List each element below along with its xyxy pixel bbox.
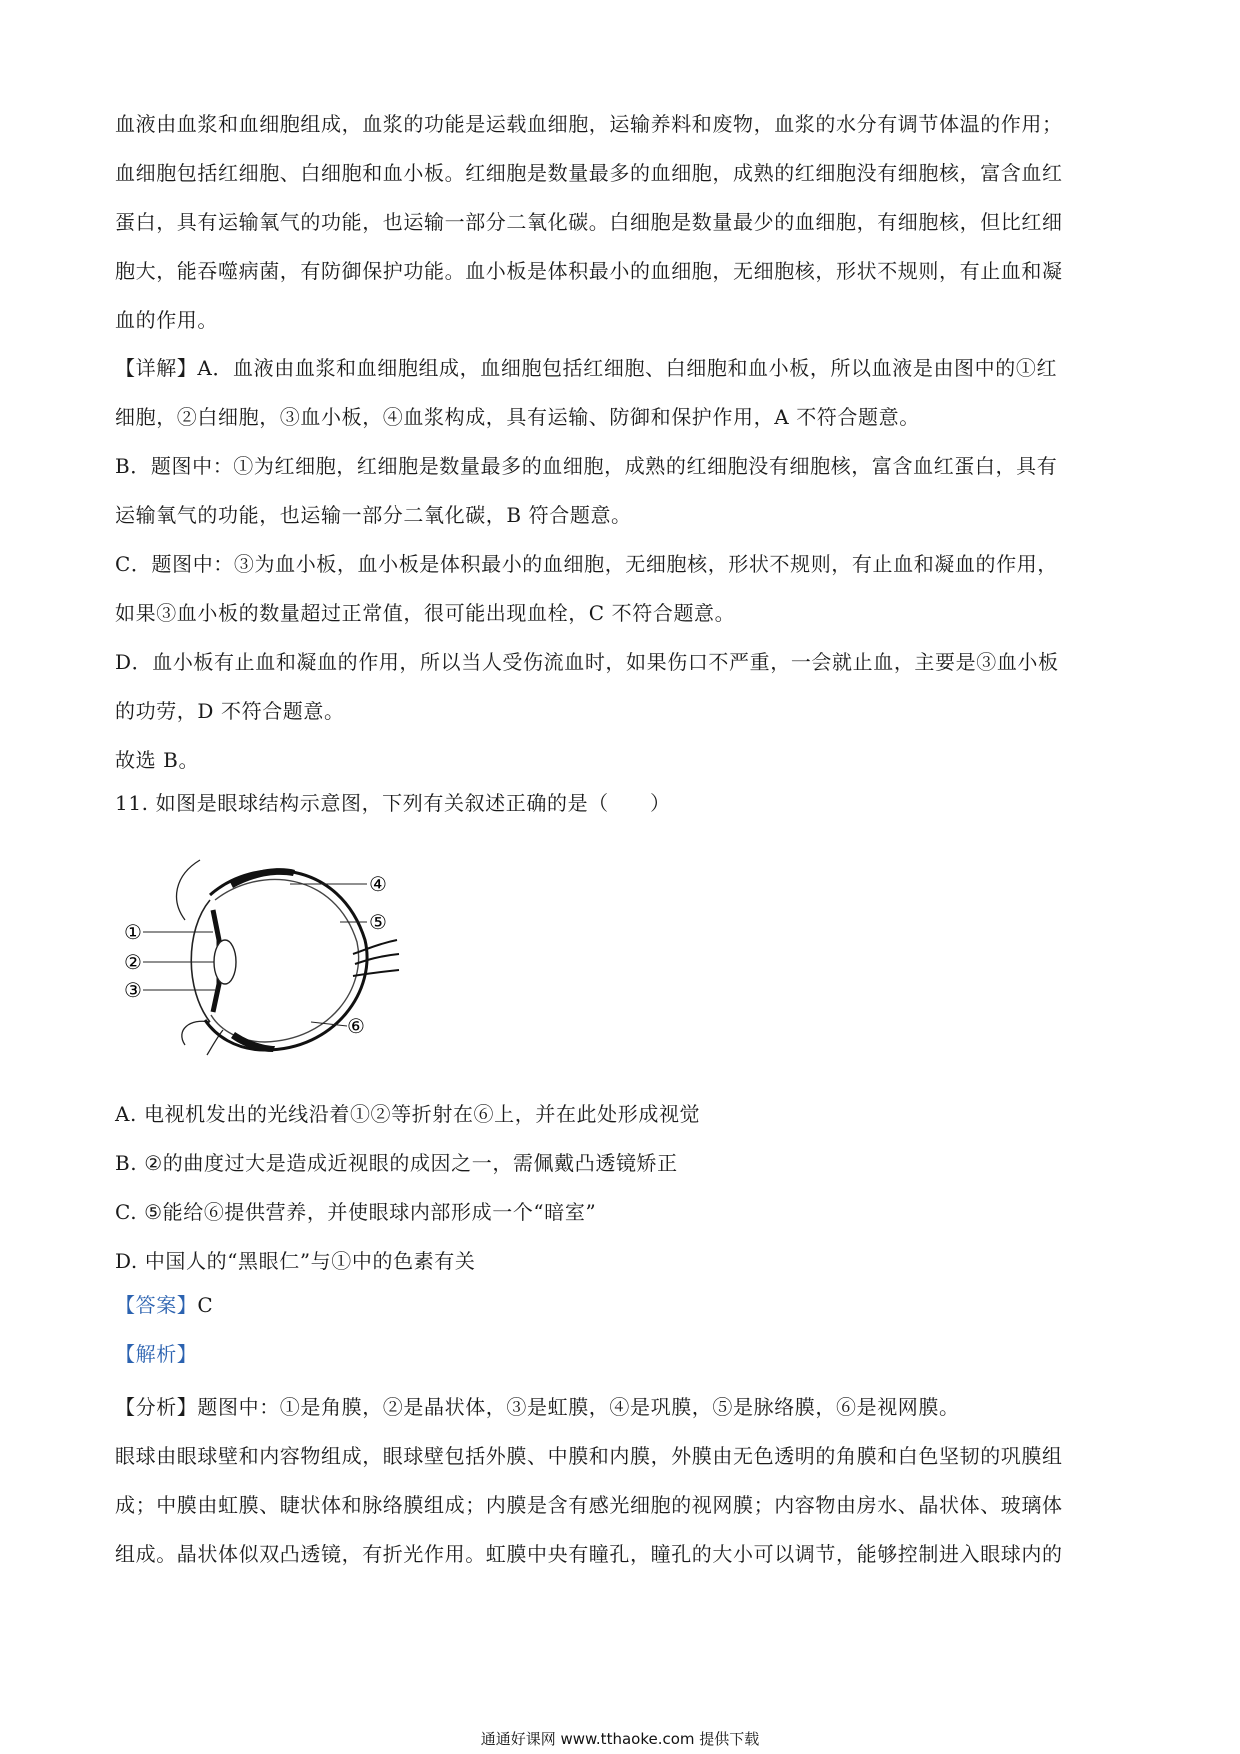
answer-options	[115, 1090, 1125, 1286]
eyeball-structure-figure	[115, 850, 435, 1060]
text-line: B．题图中：①为红细胞，红细胞是数量最多的血细胞，成熟的红细胞没有细胞核，富含血红蛋白，具有	[115, 454, 1058, 478]
option-d: D. 中国人的“黑眼仁”与①中的色素有关	[115, 1249, 476, 1273]
detail-explanation	[115, 344, 1125, 785]
label-line-6	[311, 1022, 347, 1026]
label-1: ①	[124, 920, 142, 944]
analysis-label: 【解析】	[115, 1342, 198, 1366]
text-line: 组成。晶状体似双凸透镜，有折光作用。虹膜中央有瞳孔，瞳孔的大小可以调节，能够控制进入眼球内的	[115, 1542, 1063, 1566]
optic-nerve-top	[353, 940, 397, 954]
text-line: 成；中膜由虹膜、睫状体和脉络膜组成；内膜是含有感光细胞的视网膜；内容物由房水、晶状体、玻璃体	[115, 1493, 1063, 1517]
label-6: ⑥	[347, 1014, 365, 1038]
text-line: 蛋白，具有运输氧气的功能，也运输一部分二氧化碳。白细胞是数量最少的血细胞，有细胞核，但比红细	[115, 210, 1063, 234]
text-line: 细胞，②白细胞，③血小板，④血浆构成，具有运输、防御和保护作用，A 不符合题意。	[115, 405, 920, 429]
text-line: 运输氧气的功能，也运输一部分二氧化碳，B 符合题意。	[115, 503, 632, 527]
analysis-paragraph	[115, 1383, 1125, 1579]
label-5: ⑤	[369, 910, 387, 934]
text-line: 胞大，能吞噬病菌，有防御保护功能。血小板是体积最小的血细胞，无细胞核，形状不规则，有止血和凝	[115, 259, 1063, 283]
text-line: 血细胞包括红细胞、白细胞和血小板。红细胞是数量最多的血细胞，成熟的红细胞没有细胞核，富含血红	[115, 161, 1063, 185]
lens-shape	[214, 940, 236, 984]
lower-lid-fold	[207, 1030, 223, 1055]
label-3: ③	[124, 978, 142, 1002]
text-line: 故选 B。	[115, 748, 200, 772]
text-line: D．血小板有止血和凝血的作用，所以当人受伤流血时，如果伤口不严重，一会就止血，主要是③血小板	[115, 650, 1059, 674]
question-stem: 11. 如图是眼球结构示意图，下列有关叙述正确的是（ ）	[115, 791, 671, 815]
option-b: B. ②的曲度过大是造成近视眼的成因之一，需佩戴凸透镜矫正	[115, 1151, 678, 1175]
text-line: 血的作用。	[115, 308, 218, 332]
answer-value: C	[197, 1293, 214, 1317]
eyeball-diagram	[115, 850, 435, 1060]
text-line: 血液由血浆和血细胞组成，血浆的功能是运载血细胞，运输养料和废物，血浆的水分有调节体温的作用；	[115, 112, 1063, 136]
text-line: 【详解】A．血液由血浆和血细胞组成，血细胞包括红细胞、白细胞和血小板，所以血液是由图中的①红	[115, 356, 1058, 380]
optic-nerve-bottom	[353, 970, 399, 976]
text-line: 【分析】题图中：①是角膜，②是晶状体，③是虹膜，④是巩膜，⑤是脉络膜，⑥是视网膜。	[115, 1395, 960, 1419]
label-4: ④	[369, 872, 387, 896]
answer-label: 【答案】	[115, 1293, 198, 1317]
ciliary-top-band	[230, 868, 295, 888]
label-2: ②	[124, 950, 142, 974]
optic-nerve-middle	[355, 954, 399, 964]
page-footer: 通通好课网 www.tthaoke.com 提供下载	[480, 1730, 760, 1748]
text-line: 如果③血小板的数量超过正常值，很可能出现血栓，C 不符合题意。	[115, 601, 736, 625]
text-line: 眼球由眼球壁和内容物组成，眼球壁包括外膜、中膜和内膜，外膜由无色透明的角膜和白色坚韧的巩膜组	[115, 1444, 1063, 1468]
answer-line	[115, 1290, 213, 1320]
option-a: A. 电视机发出的光线沿着①②等折射在⑥上，并在此处形成视觉	[115, 1102, 701, 1126]
blood-composition-paragraph	[115, 100, 1125, 345]
upper-eyelid-line	[177, 860, 200, 920]
cornea-curve	[191, 900, 210, 1022]
option-c: C. ⑤能给⑥提供营养，并使眼球内部形成一个“暗室”	[115, 1200, 597, 1224]
text-line: C．题图中：③为血小板，血小板是体积最小的血细胞，无细胞核，形状不规则，有止血和凝血的作用，	[115, 552, 1058, 576]
lower-eyelid-line	[182, 1021, 210, 1045]
text-line: 的功劳，D 不符合题意。	[115, 699, 345, 723]
